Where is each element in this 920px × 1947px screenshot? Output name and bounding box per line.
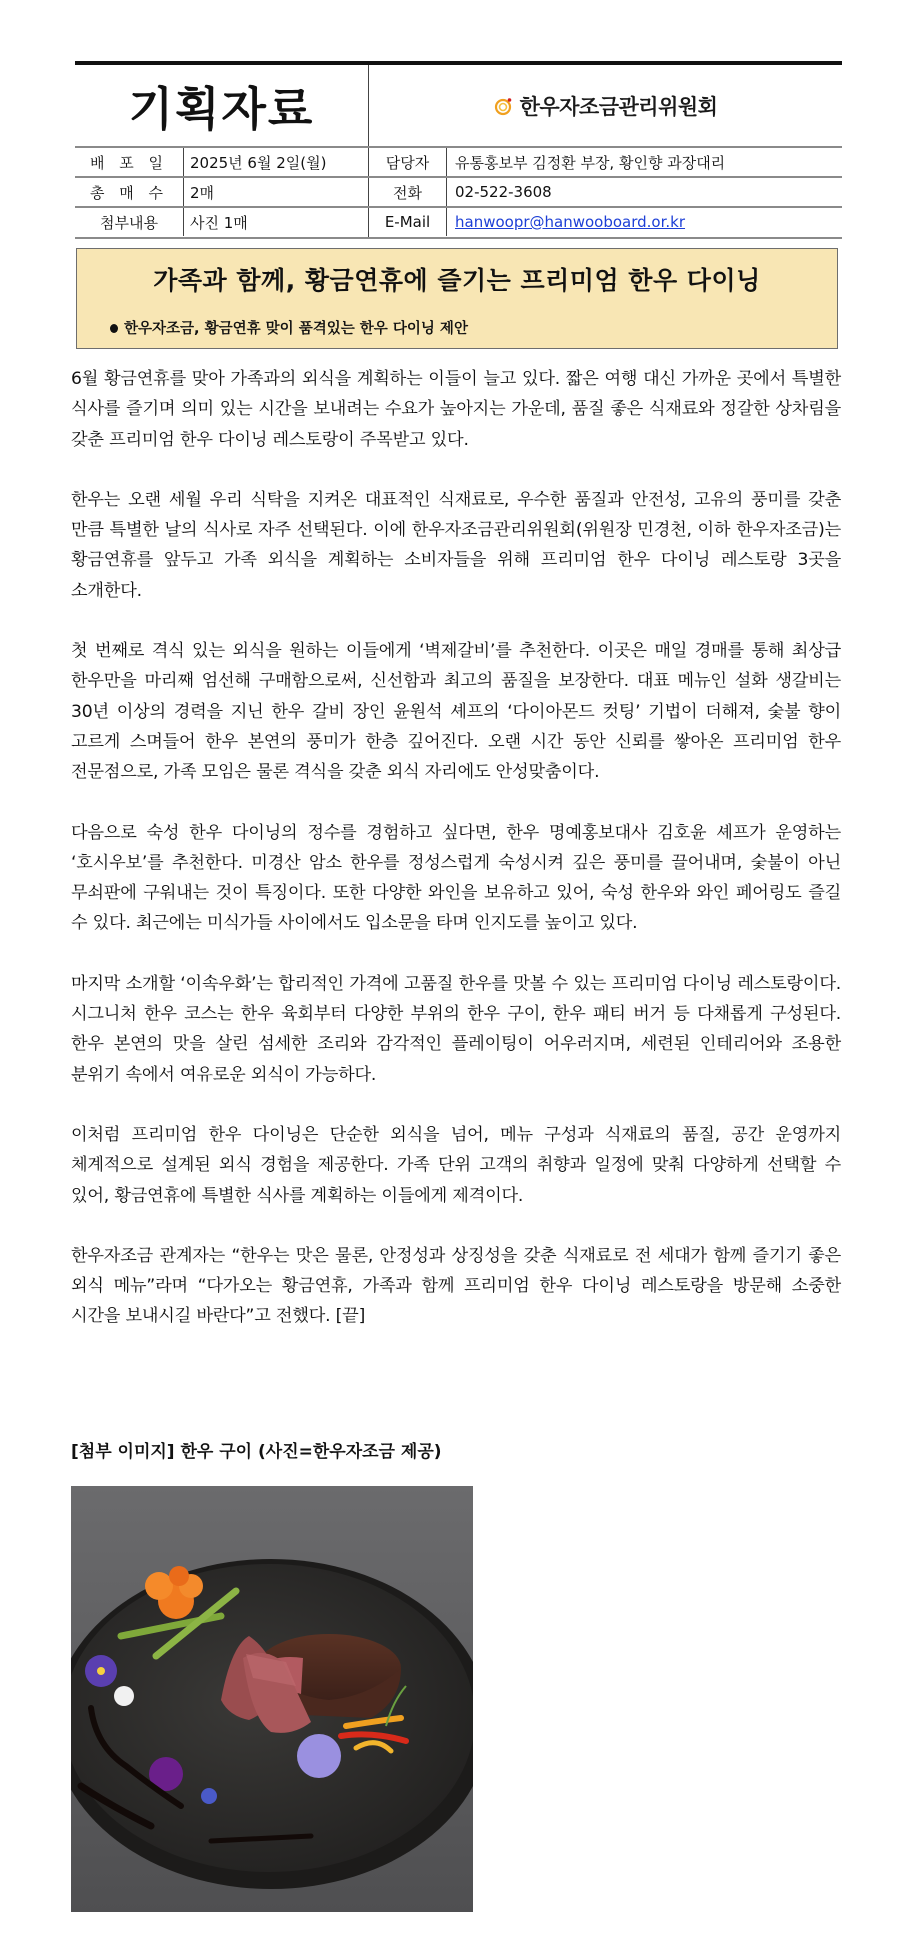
label-attachment: 첨부내용: [100, 213, 158, 232]
paragraph: 마지막 소개할 ‘이속우화’는 합리적인 가격에 고품질 한우를 맛볼 수 있는 프리미엄 다이닝 레스토랑이다. 시그니처 한우 코스는 한우 육회부터 다양한 부위의 한우 구이, 한우 패티 버거 등 다채롭게 구성된다. 한우 본연의 맛을 살린 섬세한 조리와 감각적인 플레이팅이 어우러지며, 세련된 인테리어와 조용한 분위기 속에서 여유로운 외식이 가능하다.: [71, 973, 841, 1085]
hanwoo-circle-logo-icon: [494, 96, 514, 116]
paragraph: 한우는 오랜 세월 우리 식탁을 지켜온 대표적인 식재료로, 우수한 품질과 안전성, 고유의 풍미를 갖춘 만큼 특별한 날의 식사로 자주 선택된다. 이에 한우자조금관리위원회(위원장 민경천, 이하 한우자조금)는 황금연휴를 앞두고 가족 외식을 계획하는 소비자들을 위해 프리미엄 한우 다이닝 레스토랑 3곳을 소개한다.: [71, 489, 841, 601]
paragraph: 다음으로 숙성 한우 다이닝의 정수를 경험하고 싶다면, 한우 명예홍보대사 김호윤 셰프가 운영하는 ‘호시우보’를 추천한다. 미경산 암소 한우를 정성스럽게 숙성시켜 깊은 풍미를 끌어내며, 숯불이 아닌 무쇠판에 구워내는 것이 특징이다. 또한 다양한 와인을 보유하고 있어, 숙성 한우와 와인 페어링도 즐길 수 있다. 최근에는 미식가들 사이에서도 입소문을 타며 인지도를 높이고 있다.: [71, 822, 841, 934]
steak-plate-image: [71, 1486, 473, 1912]
paragraph: 이처럼 프리미엄 한우 다이닝은 단순한 외식을 넘어, 메뉴 구성과 식재료의 품질, 공간 운영까지 체계적으로 설계된 외식 경험을 제공한다. 가족 단위 고객의 취향과 일정에 맞춰 다양하게 선택할 수 있어, 황금연휴에 특별한 식사를 계획하는 이들에게 제격이다.: [71, 1124, 841, 1206]
org-logo: [369, 65, 842, 146]
headline-title: 가족과 함께, 황금연휴에 즐기는 프리미엄 한우 다이닝: [153, 266, 761, 295]
org-name: 한우자조금관리위원회: [519, 94, 718, 119]
headline-subtitle-line: [110, 317, 468, 338]
value-total-pages: 2매: [190, 183, 215, 202]
value-release-date: 2025년 6월 2일(월): [190, 153, 327, 172]
headline-box: [76, 248, 838, 349]
headline-subtitle: 한우자조금, 황금연휴 맞이 품격있는 한우 다이닝 제안: [124, 321, 468, 337]
email-cell: [455, 208, 840, 236]
value-contact-person: 유통홍보부 김정환 부장, 황인향 과장대리: [455, 153, 726, 172]
value-phone: 02-522-3608: [455, 183, 552, 201]
paragraph: 한우자조금 관계자는 “한우는 맛은 물론, 안정성과 상징성을 갖춘 식재료로 전 세대가 함께 즐기기 좋은 외식 메뉴”라며 “다가오는 황금연휴, 가족과 함께 프리미엄 한우 다이닝 레스토랑을 방문해 소중한 시간을 보내시길 바란다”고 전했다. [끝]: [71, 1245, 841, 1327]
header-row-attachment: [75, 206, 842, 236]
label-contact-person: 담당자: [385, 153, 430, 172]
label-email: E-Mail: [384, 213, 431, 231]
attachment-caption: [첨부 이미지] 한우 구이 (사진=한우자조금 제공): [71, 1442, 442, 1462]
doc-type-title: 기획자료: [128, 81, 315, 136]
label-phone: 전화: [393, 183, 422, 202]
header-row-date: [75, 146, 842, 176]
hanwoo-steak-photo: [71, 1486, 473, 1912]
email-link[interactable]: hanwoopr@hanwooboard.or.kr: [455, 213, 686, 231]
header-row-pages: [75, 176, 842, 206]
bullet-icon: [110, 324, 118, 333]
paragraph: 첫 번째로 격식 있는 외식을 원하는 이들에게 ‘벽제갈비’를 추천한다. 이곳은 매일 경매를 통해 최상급 한우만을 마리째 엄선해 구매함으로써, 신선함과 최고의 품질을 보장한다. 대표 메뉴인 설화 생갈비는 30년 이상의 경력을 지닌 한우 갈비 장인 윤원석 셰프의 ‘다이아몬드 컷팅’ 기법이 더해져, 숯불 향이 고르게 스며들어 한우 본연의 풍미가 한층 깊어진다. 오랜 시간 동안 신뢰를 쌓아온 프리미엄 한우 전문점으로, 가족 모임은 물론 격식을 갖춘 외식 자리에도 안성맞춤이다.: [71, 641, 841, 783]
label-release-date: 배 포 일: [89, 153, 168, 172]
value-attachment: 사진 1매: [190, 213, 248, 232]
label-total-pages: 총 매 수: [89, 183, 168, 202]
article-body: [71, 364, 841, 1362]
paragraph: 6월 황금연휴를 맞아 가족과의 외식을 계획하는 이들이 늘고 있다. 짧은 여행 대신 가까운 곳에서 특별한 식사를 즐기며 의미 있는 시간을 보내려는 수요가 높아지는 가운데, 품질 좋은 식재료와 정갈한 상차림을 갖춘 프리미엄 한우 다이닝 레스토랑이 주목받고 있다.: [71, 369, 841, 450]
header-bottom-rule: [75, 237, 842, 239]
